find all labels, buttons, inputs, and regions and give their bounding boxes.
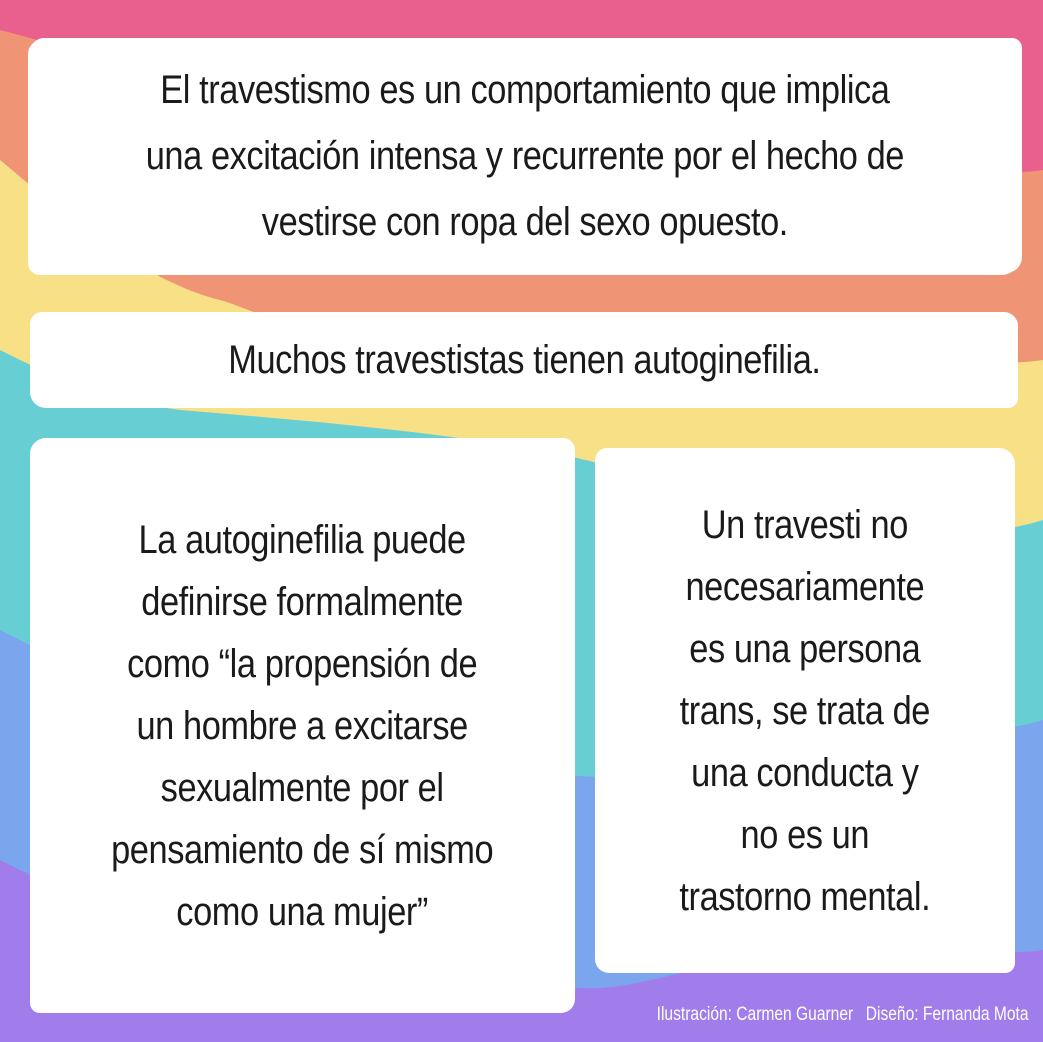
definition-card: [30, 38, 1020, 273]
definition-line: El travestismo es un comportamiento que implica: [160, 67, 890, 112]
autoginefilia-definition-card: [30, 438, 575, 1013]
travesti-note-line: Un travesti no: [701, 502, 909, 547]
definition-text: [146, 57, 904, 255]
illustration-credit: Ilustración: Carmen Guarner: [657, 1004, 854, 1025]
statement-text: [228, 335, 820, 385]
design-credit: Diseño: Fernanda Mota: [866, 1004, 1029, 1025]
autoginefilia-statement-card: [30, 312, 1018, 408]
autoginefilia-line: como “la propensión de: [127, 641, 478, 686]
definition-line: vestirse con ropa del sexo opuesto.: [261, 199, 789, 244]
autoginefilia-line: un hombre a excitarse: [136, 703, 469, 748]
autoginefilia-line: como una mujer”: [176, 889, 429, 934]
statement-line: Muchos travestistas tienen autoginefilia.: [227, 338, 821, 382]
autoginefilia-line: La autoginefilia puede: [138, 517, 467, 562]
autoginefilia-line: pensamiento de sí mismo: [111, 827, 494, 872]
travesti-note-card: [595, 448, 1015, 973]
autoginefilia-line: sexualmente por el: [161, 765, 444, 810]
travesti-note-line: una conducta y: [691, 750, 919, 795]
travesti-note-line: es una persona: [689, 626, 921, 671]
autoginefilia-line: definirse formalmente: [141, 579, 464, 624]
travesti-note-text: [680, 494, 931, 928]
travesti-note-line: no es un: [740, 812, 870, 857]
autoginefilia-text: [111, 509, 493, 943]
definition-line: una excitación intensa y recurrente por el hecho de: [145, 133, 905, 178]
travesti-note-line: trans, se trata de: [679, 688, 931, 733]
travesti-note-line: trastorno mental.: [679, 874, 931, 919]
credits: [649, 1004, 1029, 1026]
travesti-note-line: necesariamente: [685, 564, 925, 609]
